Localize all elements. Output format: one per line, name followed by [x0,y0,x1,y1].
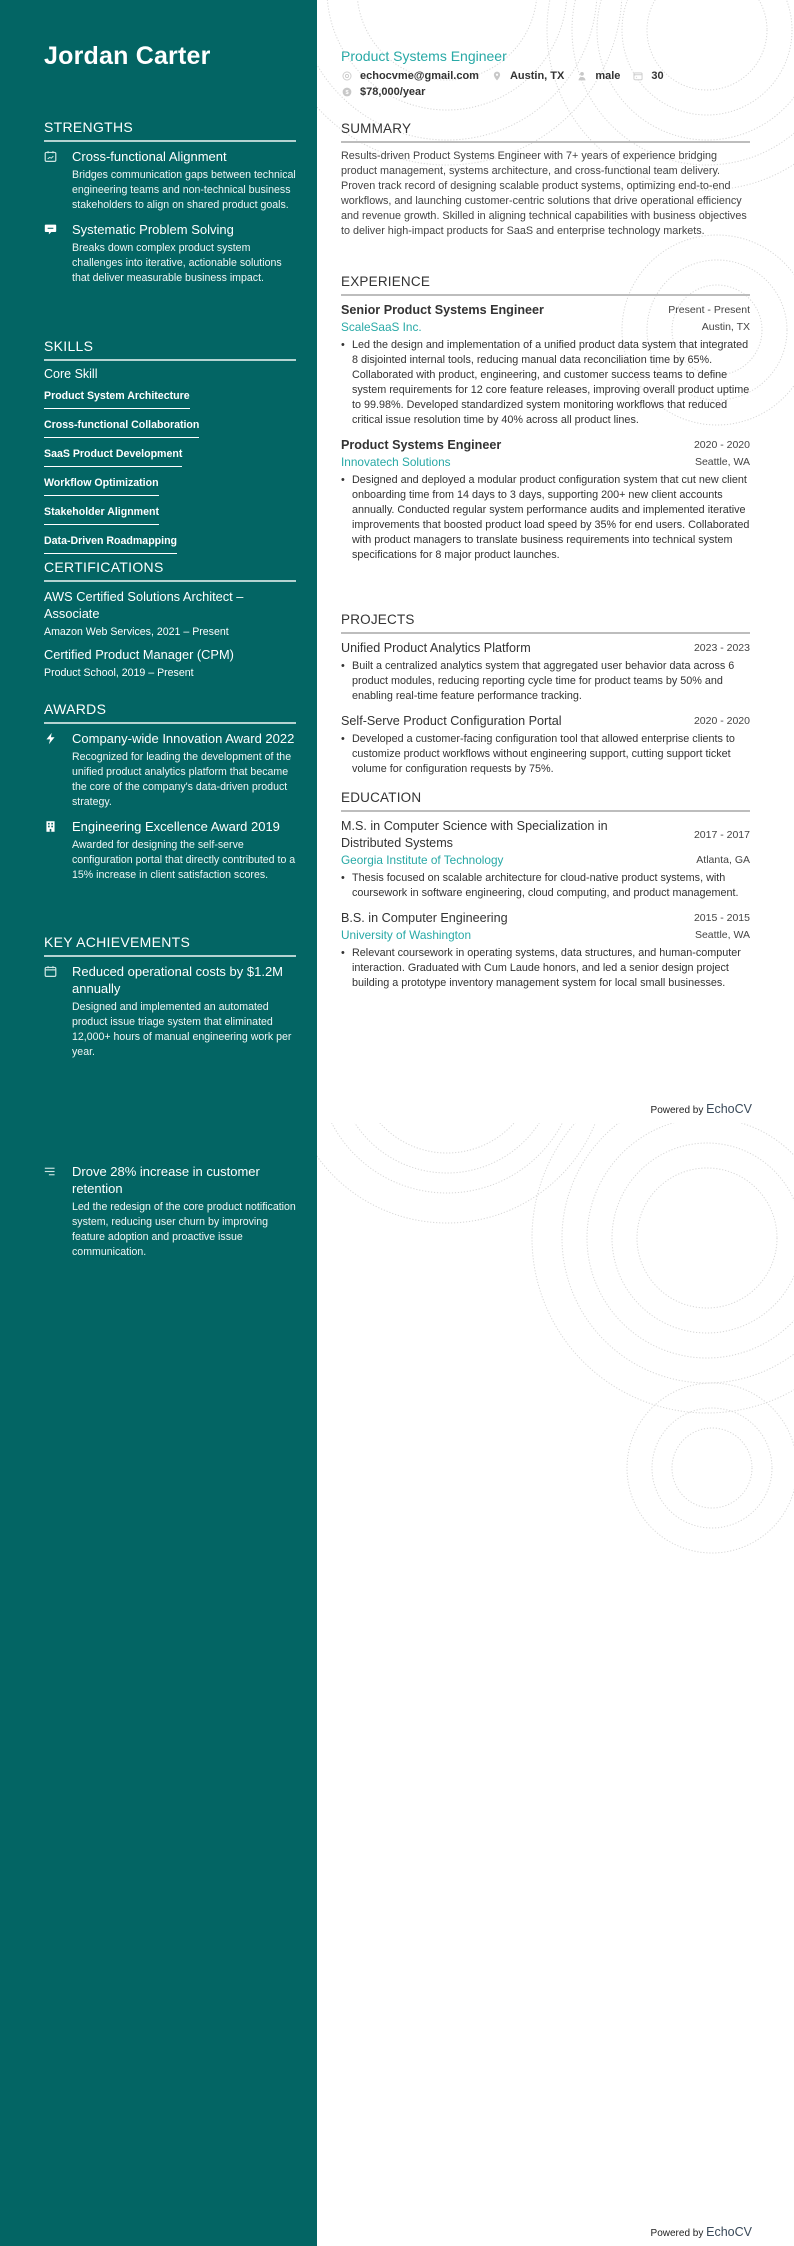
achievements-section-continued [44,1163,296,1268]
award-title: Company-wide Innovation Award 2022 [72,731,295,746]
building-icon [44,818,72,883]
at-sign-icon [341,70,353,82]
projects-section [341,612,750,786]
strength-desc: Bridges communication gaps between technical engineering teams and non-technical business stakeholders to align on shared product goals. [72,169,296,211]
award-item [44,730,296,810]
achievements-heading: KEY ACHIEVEMENTS [44,934,296,957]
calendar-chart-icon [44,148,72,213]
list-lines-icon [44,1163,72,1260]
header-block [341,48,750,98]
skills-section [44,338,296,560]
strength-title: Systematic Problem Solving [72,222,234,237]
contact-info [341,70,750,98]
skill-item: Cross-functional Collaboration [44,419,199,438]
skill-item: Data-Driven Roadmapping [44,535,177,554]
strength-title: Cross-functional Alignment [72,149,227,164]
project-entry [341,640,750,704]
degree: M.S. in Computer Science with Specialization in Distributed Systems [341,819,608,850]
strengths-heading: STRENGTHS [44,119,296,142]
main-content [317,0,794,1123]
education-entry [341,818,750,901]
core-skill-label: Core Skill [44,367,98,381]
projects-heading: PROJECTS [341,612,750,634]
main-content [317,1123,794,2246]
job-dates: 2020 - 2020 [693,439,750,451]
svg-text:$: $ [345,90,349,97]
project-bullet: • Developed a customer-facing configuration tool that allowed enterprise clients to customize product workflows without engineering support, cutting support ticket volume for configuration requests by 75%. [341,733,735,775]
experience-section [341,274,750,572]
experience-heading: EXPERIENCE [341,274,750,296]
project-dates: 2023 - 2023 [693,642,750,654]
job-role: Product Systems Engineer [341,438,502,452]
certifications-heading: CERTIFICATIONS [44,559,296,582]
school-location: Seattle, WA [694,929,750,941]
job-role: Senior Product Systems Engineer [341,303,544,317]
achievement-item [44,1163,296,1260]
education-entry [341,910,750,991]
education-section [341,790,750,1000]
education-heading: EDUCATION [341,790,750,812]
skill-item: SaaS Product Development [44,448,182,467]
project-bullet: • Built a centralized analytics system that aggregated user behavior data across 6 product modules, reducing reporting cycle time for product teams by 50% and enabling real-time feature performance tracking. [341,660,735,702]
job-location: Seattle, WA [694,456,750,468]
strength-item [44,148,296,213]
school-name: Georgia Institute of Technology [341,853,504,867]
job-title: Product Systems Engineer [341,48,507,64]
resume-page-2 [0,1123,794,2246]
awards-section [44,701,296,891]
skill-item: Workflow Optimization [44,477,159,496]
experience-entry [341,302,750,428]
skill-item: Stakeholder Alignment [44,506,159,525]
achievement-desc: Led the redesign of the core product notification system, reducing user churn by improving feature adoption and proactive issue communication. [72,1201,296,1258]
brand-link[interactable]: EchoCV [706,2225,752,2239]
project-dates: 2020 - 2020 [693,715,750,727]
skill-item: Product System Architecture [44,390,190,409]
cert-title: Certified Product Manager (CPM) [44,647,234,662]
contact-email: echocvme@gmail.com [341,70,479,82]
sidebar [0,1123,317,2246]
cert-title: AWS Certified Solutions Architect – Associate [44,589,244,621]
award-desc: Awarded for designing the self-serve configuration portal that directly contributed to a 15% increase in client satisfaction scores. [72,839,296,881]
project-name: Self-Serve Product Configuration Portal [341,714,562,728]
strength-item [44,221,296,286]
contact-salary: $ $78,000/year [341,86,425,98]
job-dates: Present - Present [668,304,750,316]
school-location: Atlanta, GA [696,854,750,866]
powered-by-footer: Powered by EchoCV [650,1102,752,1116]
education-dates: 2015 - 2015 [693,912,750,924]
strengths-section [44,119,296,294]
candidate-name: Jordan Carter [44,42,211,70]
brand-link[interactable]: EchoCV [706,1102,752,1116]
achievement-title: Drove 28% increase in customer retention [72,1164,260,1196]
experience-entry [341,437,750,563]
contact-location: Austin, TX [491,70,564,82]
contact-age: 30 [632,70,663,82]
job-bullet: • Led the design and implementation of a unified product data system that integrated 8 disjointed internal tools, reducing manual data reconciliation time by 65%. Collaborated with product, engineering, and customer success teams to define system requirements for 12 core feature releases, improving overall product uptime to 99.98%. Developed standardized system monitoring workflows that reduced critical issue resolution time by 40% across all product lines. [341,339,750,426]
summary-section [341,121,750,239]
achievement-title: Reduced operational costs by $1.2M annually [72,964,284,996]
award-title: Engineering Excellence Award 2019 [72,819,280,834]
company-name: ScaleSaaS Inc. [341,320,422,334]
person-icon [576,70,588,82]
cert-issuer: Amazon Web Services, 2021 – Present [44,626,229,638]
education-dates: 2017 - 2017 [693,828,750,841]
sidebar [0,0,317,1123]
job-bullet: • Designed and deployed a modular product configuration system that cut new client onboarding time from 14 days to 3 days, supporting 200+ new client accounts annually. Conducted regular system performance audits and implemented iterative improvements that boosted product load speed by 35% for end users. Collaborated with product managers to translate business requirements into technical system specifications for 8 major product launches. [341,474,750,561]
powered-by-footer: Powered by EchoCV [650,2225,752,2239]
awards-heading: AWARDS [44,701,296,724]
company-name: Innovatech Solutions [341,455,451,469]
project-name: Unified Product Analytics Platform [341,641,531,655]
award-item [44,818,296,883]
skills-heading: SKILLS [44,338,296,361]
education-bullet: • Thesis focused on scalable architecture for cloud-native product systems, with coursework in software engineering, cloud computing, and product management. [341,872,739,899]
contact-gender: male [576,70,620,82]
degree: B.S. in Computer Engineering [341,911,508,925]
chat-bubble-icon [44,221,72,286]
cert-issuer: Product School, 2019 – Present [44,667,194,679]
calendar-icon [44,963,72,1060]
achievements-section [44,934,296,1068]
achievement-desc: Designed and implemented an automated product issue triage system that eliminated 12,000+ hours of manual engineering work per year. [72,1001,292,1058]
strength-desc: Breaks down complex product system challenges into iterative, actionable solutions that deliver measurable business impact. [72,242,282,284]
calendar-icon [632,70,644,82]
job-location: Austin, TX [701,321,750,333]
summary-heading: SUMMARY [341,121,750,143]
lightning-icon [44,730,72,810]
education-bullet: • Relevant coursework in operating systems, data structures, and human-computer interaction. Graduated with Cum Laude honors, and led a senior design project building a prototype inventory management system for local small businesses. [341,947,741,989]
location-pin-icon [491,70,503,82]
money-icon [341,86,353,98]
project-entry [341,713,750,777]
achievement-item [44,963,296,1060]
certifications-section [44,559,296,687]
summary-text: Results-driven Product Systems Engineer with 7+ years of experience bridging product management, systems architecture, and cross-functional team delivery. Proven track record of designing scalable product systems, optimizing end-to-end workflows, and launching customer-centric solutions that drive operational efficiency and revenue growth. Skilled in aligning technical capabilities with business objectives to deliver high-impact products for SaaS and enterprise technology markets. [341,150,747,237]
school-name: University of Washington [341,928,472,942]
award-desc: Recognized for leading the development of the unified product analytics platform that became the core of the company's data-driven product strategy. [72,751,292,808]
background-circles-decoration [317,1123,794,2246]
